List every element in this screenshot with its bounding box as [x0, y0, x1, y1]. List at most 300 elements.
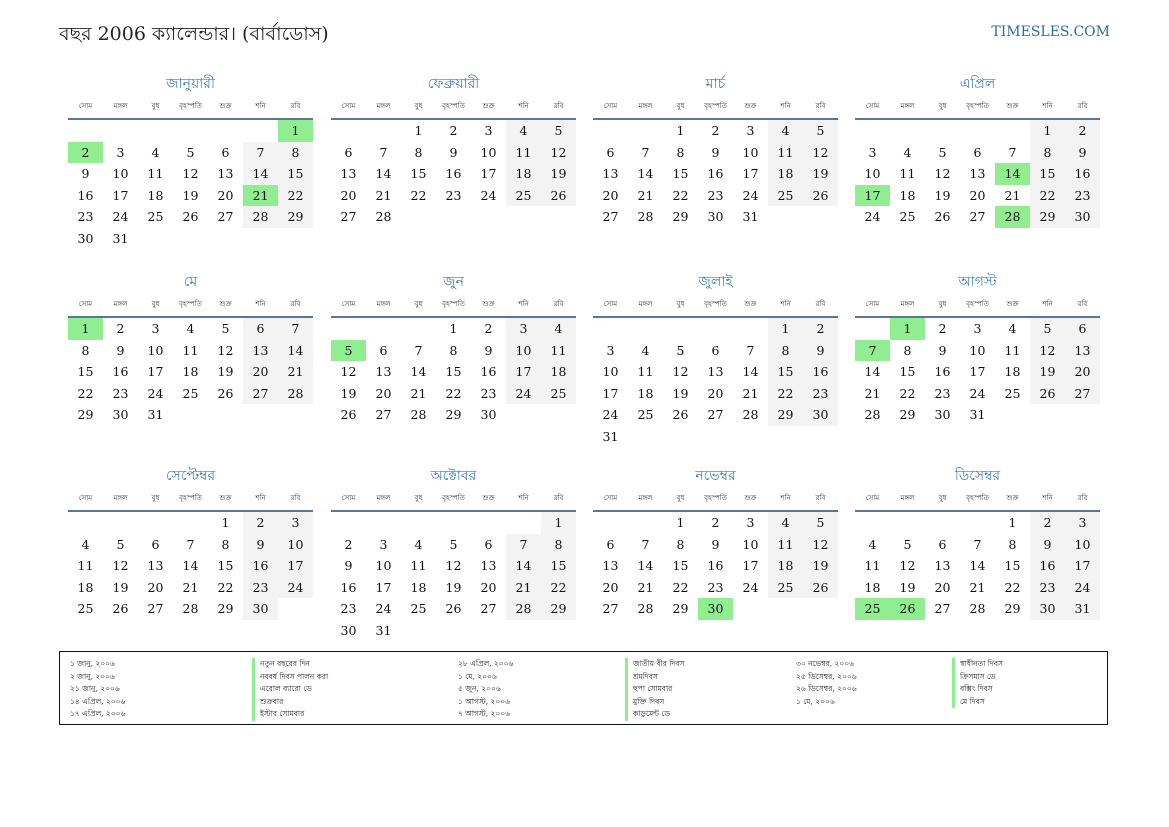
weekday-label: বুধ	[414, 300, 423, 308]
empty-day-cell	[208, 404, 243, 426]
day-cell: 25	[899, 209, 916, 224]
day-cell: 4	[768, 512, 803, 534]
weekday-label: সোম	[865, 300, 880, 308]
empty-day-cell	[593, 512, 628, 534]
month-name: ডিসেম্বর	[954, 468, 1001, 484]
day-cell: 10	[602, 364, 619, 379]
empty-day-cell	[173, 404, 208, 426]
day-cell: 10	[480, 144, 497, 160]
empty-day-cell	[103, 512, 138, 534]
day-cell: 24	[1065, 577, 1100, 599]
empty-day-cell	[208, 120, 243, 142]
weekday-label: বৃহস্পতি	[966, 494, 989, 502]
holiday-day-cell: 21	[243, 185, 278, 207]
weekday-label: শনি	[1042, 300, 1053, 308]
day-cell: 3	[116, 144, 125, 160]
weekday-header	[593, 94, 838, 120]
day-cell: 5	[221, 321, 230, 336]
day-cell: 15	[541, 555, 576, 577]
day-cell: 9	[116, 342, 125, 358]
empty-day-cell	[243, 404, 278, 426]
day-cell: 21	[278, 361, 313, 383]
day-cell: 29	[217, 601, 234, 616]
empty-day-cell	[366, 512, 401, 534]
weekday-label: বুধ	[151, 494, 160, 502]
day-cell: 25	[506, 185, 541, 207]
weekday-header	[68, 292, 313, 318]
day-cell: 28	[969, 601, 986, 616]
day-cell: 24	[112, 209, 129, 224]
day-cell: 5	[803, 512, 838, 534]
day-cell: 30	[340, 622, 357, 638]
day-cell: 22	[410, 187, 427, 203]
day-cell: 18	[637, 385, 654, 401]
empty-day-cell	[278, 228, 313, 250]
empty-day-cell	[208, 228, 243, 250]
day-cell: 10	[864, 166, 881, 181]
day-cell: 23	[340, 601, 357, 616]
legend-date: ১ মে, ২০০৬	[458, 671, 497, 681]
weekday-label: মঙ্গল	[638, 300, 653, 308]
day-cell: 11	[77, 558, 94, 573]
weekday-label: বৃহস্পতি	[442, 300, 465, 308]
empty-day-cell	[663, 318, 698, 340]
weekday-label: শনি	[518, 300, 529, 308]
month-name: মার্চ	[705, 76, 726, 92]
empty-day-cell	[173, 120, 208, 142]
day-cell: 15	[672, 558, 689, 573]
day-cell: 10	[742, 144, 759, 160]
legend-date: ১ জানু, ২০০৬	[70, 659, 115, 668]
day-cell: 12	[672, 364, 689, 379]
day-cell: 21	[410, 385, 427, 401]
empty-day-cell	[331, 318, 366, 340]
empty-day-cell	[436, 512, 471, 534]
legend-name: মে দিবস	[952, 696, 1003, 709]
day-cell: 18	[77, 579, 94, 595]
month-block	[331, 272, 576, 447]
day-cell: 11	[1004, 342, 1021, 358]
empty-day-cell	[890, 120, 925, 142]
day-cell: 15	[278, 163, 313, 185]
day-cell: 13	[934, 558, 951, 573]
empty-day-cell	[506, 620, 541, 642]
weekday-label: মঙ্গল	[113, 494, 128, 502]
day-cell: 11	[864, 558, 881, 573]
day-cell: 8	[1030, 142, 1065, 164]
day-cell: 27	[217, 209, 234, 224]
weekday-label: বুধ	[938, 494, 947, 502]
day-cell: 8	[278, 142, 313, 164]
weekday-header	[593, 486, 838, 512]
weekday-label: বৃহস্পতি	[704, 494, 727, 502]
day-cell: 31	[969, 407, 986, 422]
day-cell: 18	[768, 555, 803, 577]
day-cell: 7	[186, 536, 195, 552]
day-cell: 6	[344, 144, 353, 160]
day-cell: 8	[81, 342, 90, 358]
weekday-label: সোম	[865, 102, 880, 110]
month-name: অক্টোবর	[430, 468, 477, 484]
day-cell: 30	[707, 209, 724, 224]
weekday-label: রবি	[1077, 494, 1088, 502]
day-cell: 4	[903, 144, 912, 160]
day-cell: 14	[506, 555, 541, 577]
day-grid	[593, 512, 838, 641]
day-grid	[331, 318, 576, 447]
day-cell: 21	[742, 385, 759, 401]
day-cell: 2	[116, 321, 125, 336]
day-cell: 9	[803, 340, 838, 362]
day-cell: 25	[77, 601, 94, 616]
day-cell: 4	[768, 120, 803, 142]
day-cell: 12	[899, 558, 916, 573]
day-cell: 13	[375, 364, 392, 379]
empty-day-cell	[698, 318, 733, 340]
day-cell: 22	[1004, 579, 1021, 595]
day-cell: 18	[768, 163, 803, 185]
day-cell: 22	[672, 187, 689, 203]
day-cell: 21	[637, 187, 654, 203]
day-cell: 18	[1004, 364, 1021, 379]
weekday-label: শুক্র	[1006, 494, 1019, 502]
day-cell: 1	[221, 515, 230, 530]
day-cell: 13	[147, 558, 164, 573]
day-cell: 9	[243, 534, 278, 556]
day-cell: 14	[637, 558, 654, 573]
weekday-label: শুক্র	[482, 300, 495, 308]
legend-date: ১ মে, ২০০৬	[796, 696, 835, 706]
day-cell: 15	[410, 166, 427, 181]
day-cell: 1	[1030, 120, 1065, 142]
day-cell: 16	[707, 558, 724, 573]
day-cell: 26	[803, 185, 838, 207]
empty-day-cell	[173, 228, 208, 250]
weekday-label: বৃহস্পতি	[179, 494, 202, 502]
weekday-label: শনি	[780, 494, 791, 502]
day-cell: 23	[445, 187, 462, 203]
day-cell: 6	[379, 342, 388, 358]
weekday-label: শুক্র	[219, 494, 232, 502]
day-cell: 18	[899, 187, 916, 203]
weekday-label: সোম	[603, 300, 618, 308]
month-name: জানুয়ারী	[166, 76, 215, 92]
day-cell: 19	[934, 187, 951, 203]
day-cell: 31	[742, 209, 759, 224]
day-cell: 22	[77, 385, 94, 401]
day-cell: 18	[147, 187, 164, 203]
weekday-label: শনি	[255, 102, 266, 110]
empty-day-cell	[331, 120, 366, 142]
weekday-label: শনি	[255, 300, 266, 308]
legend-name: স্বাধীনতা দিবস	[952, 658, 1003, 671]
day-cell: 30	[243, 598, 278, 620]
day-cell: 7	[641, 144, 650, 160]
weekday-label: শনি	[255, 494, 266, 502]
legend-date: ৫ জুন, ২০০৬	[458, 684, 501, 693]
day-cell: 7	[379, 144, 388, 160]
day-cell: 10	[506, 340, 541, 362]
legend-date: ১৭ এপ্রিল, ২০০৬	[70, 709, 126, 718]
legend-name: শ্রমদিবস	[625, 671, 685, 684]
legend-name: বক্সিং দিবস	[952, 683, 1003, 696]
day-cell: 24	[375, 601, 392, 616]
day-cell: 12	[803, 534, 838, 556]
day-cell: 24	[742, 579, 759, 595]
day-cell: 23	[1030, 577, 1065, 599]
day-cell: 17	[1065, 555, 1100, 577]
day-cell: 5	[116, 536, 125, 552]
day-cell: 27	[1065, 383, 1100, 405]
empty-day-cell	[960, 120, 995, 142]
day-cell: 4	[1008, 321, 1017, 336]
weekday-label: শুক্র	[1006, 300, 1019, 308]
day-grid	[855, 120, 1100, 249]
empty-day-cell	[803, 598, 838, 620]
day-cell: 19	[803, 163, 838, 185]
weekday-label: মঙ্গল	[113, 102, 128, 110]
day-cell: 23	[934, 385, 951, 401]
empty-day-cell	[138, 512, 173, 534]
weekday-label: মঙ্গল	[113, 300, 128, 308]
day-cell: 4	[414, 536, 423, 552]
day-cell: 2	[938, 321, 947, 336]
day-cell: 16	[1030, 555, 1065, 577]
day-cell: 28	[742, 407, 759, 422]
weekday-label: বৃহস্পতি	[442, 102, 465, 110]
day-cell: 7	[414, 342, 423, 358]
day-cell: 28	[243, 206, 278, 228]
weekday-label: মঙ্গল	[900, 300, 915, 308]
empty-day-cell	[366, 318, 401, 340]
day-cell: 24	[969, 385, 986, 401]
weekday-header	[855, 486, 1100, 512]
weekday-label: মঙ্গল	[376, 102, 391, 110]
day-cell: 16	[707, 166, 724, 181]
weekday-label: মঙ্গল	[900, 102, 915, 110]
day-cell: 22	[899, 385, 916, 401]
day-cell: 26	[803, 577, 838, 599]
weekday-label: শুক্র	[219, 102, 232, 110]
day-cell: 17	[506, 361, 541, 383]
empty-day-cell	[401, 206, 436, 228]
day-cell: 9	[938, 342, 947, 358]
day-cell: 23	[243, 577, 278, 599]
site-link[interactable]: TIMESLES.COM	[991, 24, 1110, 40]
day-cell: 20	[1065, 361, 1100, 383]
month-block	[593, 272, 838, 447]
holiday-day-cell: 14	[995, 163, 1030, 185]
day-cell: 30	[480, 407, 497, 422]
day-cell: 30	[1030, 598, 1065, 620]
day-cell: 11	[147, 166, 164, 181]
day-cell: 20	[602, 187, 619, 203]
day-cell: 18	[182, 364, 199, 379]
day-cell: 8	[1008, 536, 1017, 552]
day-cell: 9	[449, 144, 458, 160]
day-cell: 29	[445, 407, 462, 422]
legend-names-col-2	[625, 658, 685, 721]
weekday-label: মঙ্গল	[376, 494, 391, 502]
day-cell: 5	[938, 144, 947, 160]
day-cell: 5	[449, 536, 458, 552]
day-cell: 24	[602, 407, 619, 422]
day-cell: 5	[186, 144, 195, 160]
weekday-label: সোম	[865, 494, 880, 502]
empty-day-cell	[995, 120, 1030, 142]
weekday-label: শুক্র	[1006, 102, 1019, 110]
day-cell: 8	[676, 536, 685, 552]
day-cell: 17	[375, 579, 392, 595]
day-cell: 22	[672, 579, 689, 595]
empty-day-cell	[855, 318, 890, 340]
day-cell: 12	[1030, 340, 1065, 362]
empty-day-cell	[803, 426, 838, 448]
day-cell: 5	[903, 536, 912, 552]
month-block	[593, 466, 838, 641]
day-cell: 19	[445, 579, 462, 595]
day-cell: 4	[81, 536, 90, 552]
month-name: নভেম্বর	[695, 468, 736, 484]
empty-day-cell	[1030, 404, 1065, 426]
empty-day-cell	[733, 426, 768, 448]
day-cell: 13	[1065, 340, 1100, 362]
day-cell: 15	[217, 558, 234, 573]
holiday-day-cell: 5	[331, 340, 366, 362]
weekday-label: বৃহস্পতি	[179, 102, 202, 110]
day-cell: 9	[711, 144, 720, 160]
day-cell: 3	[379, 536, 388, 552]
weekday-label: বৃহস্পতি	[442, 494, 465, 502]
day-cell: 20	[707, 385, 724, 401]
month-block	[855, 466, 1100, 641]
day-cell: 21	[637, 579, 654, 595]
weekday-header	[331, 486, 576, 512]
empty-day-cell	[138, 120, 173, 142]
weekday-label: বুধ	[151, 102, 160, 110]
day-cell: 6	[938, 536, 947, 552]
day-cell: 12	[541, 142, 576, 164]
day-cell: 25	[1004, 385, 1021, 401]
day-cell: 18	[506, 163, 541, 185]
day-grid	[68, 512, 313, 641]
weekday-label: রবি	[290, 494, 301, 502]
weekday-label: সোম	[603, 494, 618, 502]
day-cell: 27	[969, 209, 986, 224]
day-cell: 31	[112, 230, 129, 246]
weekday-label: শুক্র	[744, 300, 757, 308]
weekday-header	[855, 292, 1100, 318]
day-cell: 16	[1065, 163, 1100, 185]
day-cell: 2	[711, 515, 720, 530]
weekday-label: শনি	[1042, 102, 1053, 110]
day-cell: 28	[506, 598, 541, 620]
day-cell: 29	[77, 407, 94, 422]
day-cell: 30	[803, 404, 838, 426]
day-cell: 16	[445, 166, 462, 181]
day-cell: 3	[1065, 512, 1100, 534]
day-cell: 30	[77, 230, 94, 246]
day-cell: 2	[1030, 512, 1065, 534]
empty-day-cell	[401, 512, 436, 534]
day-cell: 22	[278, 185, 313, 207]
day-cell: 18	[410, 579, 427, 595]
day-cell: 25	[182, 385, 199, 401]
day-cell: 30	[934, 407, 951, 422]
weekday-label: শনি	[518, 102, 529, 110]
day-cell: 5	[803, 120, 838, 142]
weekday-header	[593, 292, 838, 318]
day-cell: 13	[243, 340, 278, 362]
day-cell: 21	[506, 577, 541, 599]
weekday-label: বুধ	[676, 102, 685, 110]
day-cell: 2	[243, 512, 278, 534]
day-grid	[855, 512, 1100, 641]
day-cell: 14	[278, 340, 313, 362]
day-cell: 11	[410, 558, 427, 573]
day-cell: 29	[278, 206, 313, 228]
day-cell: 10	[742, 536, 759, 552]
day-cell: 29	[1004, 601, 1021, 616]
day-cell: 3	[868, 144, 877, 160]
day-cell: 9	[1030, 534, 1065, 556]
legend-names-col-1	[252, 658, 328, 721]
day-cell: 26	[182, 209, 199, 224]
empty-day-cell	[698, 426, 733, 448]
weekday-label: সোম	[341, 300, 356, 308]
day-cell: 21	[864, 385, 881, 401]
day-cell: 15	[445, 364, 462, 379]
day-cell: 14	[969, 558, 986, 573]
day-cell: 23	[112, 385, 129, 401]
weekday-label: বৃহস্পতি	[179, 300, 202, 308]
month-name: ফেব্রুয়ারী	[427, 76, 480, 92]
day-cell: 11	[506, 142, 541, 164]
day-cell: 14	[864, 364, 881, 379]
holiday-legend	[59, 651, 1108, 725]
weekday-label: সোম	[78, 300, 93, 308]
legend-name: জাতীয় বীর দিবস	[625, 658, 685, 671]
day-cell: 21	[375, 187, 392, 203]
day-cell: 17	[278, 555, 313, 577]
weekday-label: শুক্র	[219, 300, 232, 308]
empty-day-cell	[925, 120, 960, 142]
day-cell: 19	[340, 385, 357, 401]
empty-day-cell	[593, 318, 628, 340]
day-cell: 1	[449, 321, 458, 336]
empty-day-cell	[471, 620, 506, 642]
empty-day-cell	[733, 598, 768, 620]
day-cell: 5	[541, 120, 576, 142]
day-cell: 24	[506, 383, 541, 405]
day-cell: 17	[742, 558, 759, 573]
empty-day-cell	[628, 318, 663, 340]
legend-date: ২৬ ডিসেম্বর, ২০০৬	[796, 684, 857, 693]
page-title: বছর 2006 ক্যালেন্ডার। (বার্বাডোস)	[59, 23, 329, 45]
day-cell: 14	[182, 558, 199, 573]
day-cell: 13	[602, 558, 619, 573]
day-cell: 2	[803, 318, 838, 340]
day-cell: 27	[602, 601, 619, 616]
holiday-day-cell: 1	[890, 318, 925, 340]
empty-day-cell	[436, 206, 471, 228]
day-cell: 4	[186, 321, 195, 336]
empty-day-cell	[436, 620, 471, 642]
day-cell: 16	[480, 364, 497, 379]
day-cell: 19	[803, 555, 838, 577]
legend-date: ১৪ এপ্রিল, ২০০৬	[70, 696, 126, 706]
day-cell: 4	[506, 120, 541, 142]
